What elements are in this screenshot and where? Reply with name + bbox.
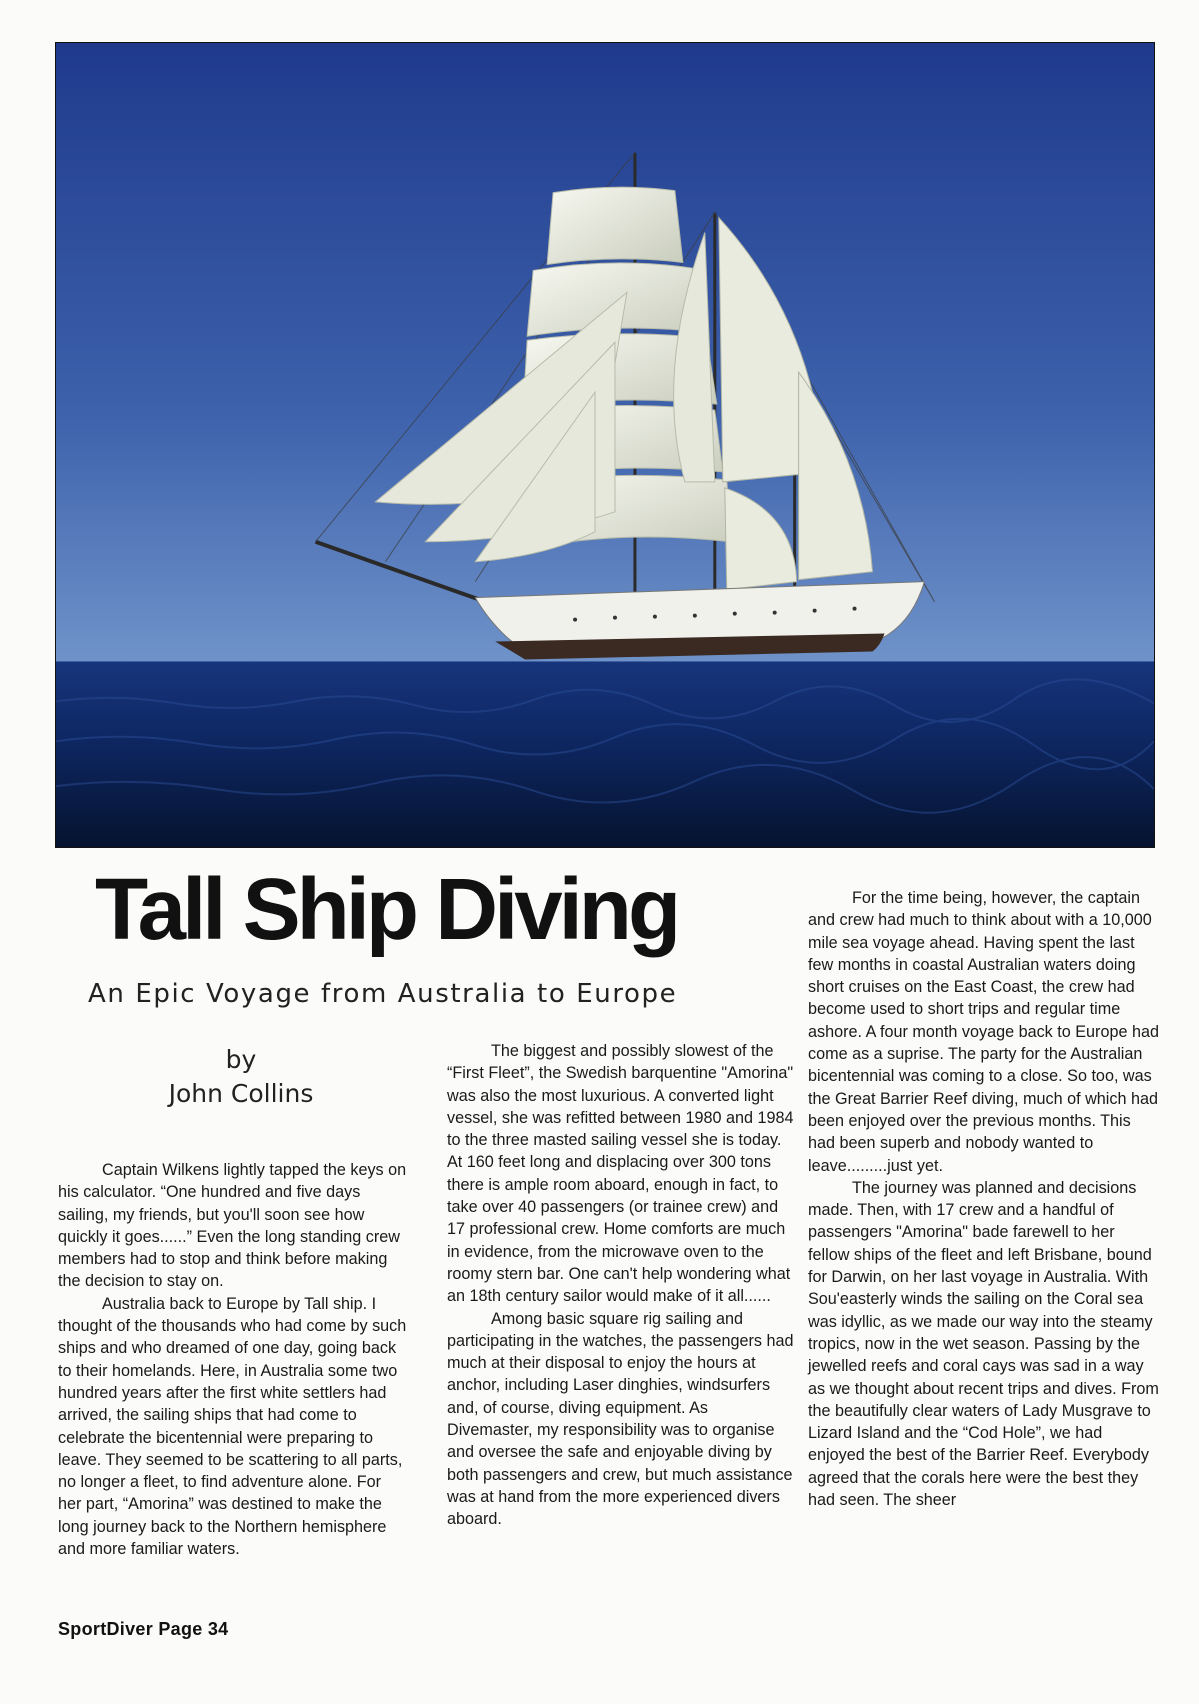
ship-icon [56,43,1154,847]
byline-by: by [225,1045,257,1074]
paragraph: For the time being, however, the captain and crew had much to think about with a 10,000 mile sea voyage ahead. Having spent the last few months in coastal Australian waters doing short cruises on the East Coast, the crew had become used to short trips and regular time ashore. A four month voyage back to Europe had come as a suprise. The party for the Australian bicentennial was coming to a close. So too, was the Great Barrier Reef diving, much of which had been enjoyed over the previous months. This had been superb and nobody wanted to leave.........just yet. [808,889,1159,1175]
paragraph: The journey was planned and decisions made. Then, with 17 crew and a handful of passengers "Amorina" bade farewell to her fellow ships of the fleet and left Brisbane, bound for Darwin, on her last voyage in Australia. With Sou'easterly winds the sailing on the Coral sea was idyllic, as we made our way into the steamy tropics, now in the wet season. Passing by the jewelled reefs and coral cays was sad in a way as we thought about recent trips and dives. From the beautifully clear waters of Lady Musgrave to Lizard Island and the “Cod Hole”, we had enjoyed the best of the Barrier Reef. Everybody agreed that the corals here were the best they had seen. The sheer [808,1178,1159,1510]
article-column-1 [58,1159,408,1560]
paragraph: Captain Wilkens lightly tapped the keys on his calculator. “One hundred and five days sailing, my friends, but you'll soon see how quickly it goes......” Even the long standing crew members had to stop and think before making the decision to stay on. [58,1161,407,1291]
paragraph: Among basic square rig sailing and participating in the watches, the passengers had much at their disposal to enjoy the hours at anchor, including Laser dinghies, windsurfers and, of course, diving equipment. As Divemaster, my responsibility was to organise and oversee the safe and enjoyable diving by both passengers and crew, but much assistance was at hand from the more experienced divers aboard. [447,1309,794,1529]
magazine-name: SportDiver [58,1619,154,1639]
byline [56,1043,426,1111]
paragraph: The biggest and possibly slowest of the “First Fleet”, the Swedish barquentine "Amorina" was also the most luxurious. A converted light vessel, she was refitted between 1980 and 1984 to the three masted sailing vessel she is today. At 160 feet long and displacing over 300 tons there is ample room aboard, enough in fact, to take over 40 passengers (or trainee crew) and 17 professional crew. Home comforts are much in evidence, from the microwave oven to the roomy stern bar. One can't help wondering what an 18th century sailor would make of it all...... [447,1042,794,1306]
article-column-2 [447,1040,797,1531]
page-number: Page 34 [158,1619,229,1639]
article-subtitle: An Epic Voyage from Australia to Europe [88,979,678,1009]
article-column-3 [808,887,1160,1511]
tall-ship-photo [55,42,1155,848]
paragraph: Australia back to Europe by Tall ship. I thought of the thousands who had come by such ships and who dreamed of one day, going back to their homelands. Here, in Australia some two hundred years after the first white settlers had arrived, the sailing ships that had come to celebrate the bicentennial were preparing to leave. They seemed to be scattering to all parts, no longer a fleet, to find adventure alone. For her part, “Amorina” was destined to make the long journey back to the Northern hemisphere and more familiar waters. [58,1294,407,1559]
page-footer [58,1619,229,1640]
article-title: Tall Ship Diving [95,861,678,958]
author-name: John Collins [168,1079,314,1108]
